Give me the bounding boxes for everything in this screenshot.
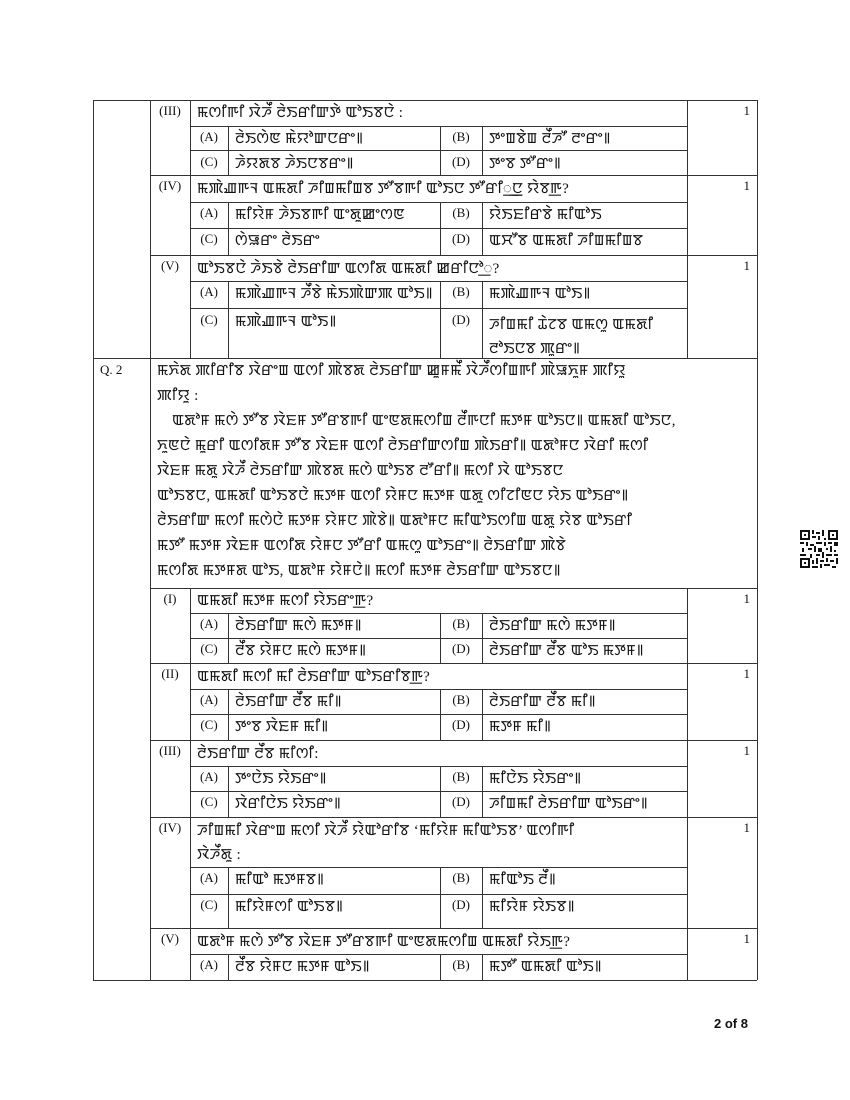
option-text: ꯁꯥꯎꯔꯦ ꯂꯥꯏꯔꯦ bbox=[235, 233, 320, 249]
option-letter: (C) bbox=[200, 641, 218, 656]
option-text: ꯃꯤꯌꯥꯝꯁꯤ ꯑꯣꯏꯕ꯫ bbox=[235, 899, 344, 915]
question-number: Q. 2 bbox=[100, 362, 123, 377]
option-text: ꯍꯤꯡꯃꯤ ꯊꯥꯖꯕ ꯑꯃꯁꯨ ꯑꯃꯗꯤ ꯂꯣꯏꯅꯕ ꯄꯨꯔꯦ꯫ bbox=[489, 317, 654, 357]
option-text: ꯍꯥꯌꯗꯕ ꯍꯥꯏꯅꯕꯔꯦ꯫ bbox=[235, 156, 354, 172]
item-marks: 1 bbox=[743, 103, 750, 118]
passage-line: ꯂꯥꯏꯔꯤꯛ ꯃꯁꯤ ꯃꯁꯥꯅꯥ ꯃꯇꯝ ꯌꯥꯝꯅ ꯄꯥꯕꯥ꯫ ꯑꯗꯣꯝꯅ ꯃꯤꯑꯣꯏꯁꯤꯡ ꯑꯗꯨ ꯌꯥꯕ ꯑꯣꯏꯔꯤ bbox=[157, 513, 633, 529]
instruction-line: ꯄꯤꯌꯨ : bbox=[157, 388, 199, 404]
option-letter: (B) bbox=[452, 205, 470, 220]
option-letter: (A) bbox=[199, 616, 219, 631]
option-letter: (D) bbox=[451, 641, 471, 656]
option-letter: (C) bbox=[200, 312, 218, 327]
item-stem: ꯑꯗꯣꯝ ꯃꯁꯥ ꯇꯧꯕ ꯋꯥꯐꯝ ꯇꯧꯔꯕꯒꯤ ꯑꯦꯟꯗꯃꯁꯤꯡ ꯑꯃꯗꯤ ꯌꯥꯏꯒ꯭? bbox=[197, 934, 571, 950]
instruction-line: ꯃꯈꯥꯗ ꯄꯤꯔꯤꯕ ꯋꯥꯔꯦꯡ ꯑꯁꯤ ꯄꯥꯕꯗ ꯂꯥꯏꯔꯤꯛ ꯀꯨꯝꯃꯩ ꯋꯥꯍꯩꯁꯤꯡꯒꯤ ꯄꯥꯎꯈꯨꯝ ꯄꯤꯌꯨ bbox=[157, 363, 626, 379]
option-text: ꯂꯥꯏꯔꯤꯛ ꯂꯩꯕ ꯃꯤ꯫ bbox=[489, 694, 596, 710]
option-letter: (D) bbox=[451, 717, 471, 732]
option-text: ꯂꯥꯏꯔꯤꯛ ꯂꯩꯕ ꯑꯣꯏ ꯃꯇꯝ꯫ bbox=[489, 643, 644, 659]
item-marks: 1 bbox=[743, 258, 750, 273]
passage-line: ꯑꯗꯣꯝ ꯃꯁꯥ ꯇꯧꯕ ꯋꯥꯐꯝ ꯇꯧꯔꯕꯒꯤ ꯑꯦꯟꯗꯃꯁꯤꯡ ꯂꯩꯒꯅꯤ ꯃꯇꯝ ꯑꯣꯏꯅ꯫ ꯑꯃꯗꯤ ꯑꯣꯏꯅ, bbox=[172, 413, 676, 429]
option-text: ꯃꯤꯌꯥꯝ ꯌꯥꯏꯕ꯫ bbox=[489, 899, 575, 915]
option-text: ꯇꯦꯅꯥꯏ ꯌꯥꯏꯔꯦ꯫ bbox=[235, 771, 327, 787]
option-text: ꯃꯤꯑꯣ ꯃꯇꯝꯕ꯫ bbox=[235, 872, 325, 888]
option-text: ꯑꯆꯧꯕ ꯑꯃꯗꯤ ꯍꯤꯡꯃꯤꯡꯕ bbox=[489, 233, 644, 249]
item-number: (IV) bbox=[158, 178, 182, 193]
passage-line: ꯃꯁꯤꯗ ꯃꯇꯝꯗ ꯑꯣꯏ, ꯑꯗꯣꯝ ꯌꯥꯝꯅꯥ꯫ ꯃꯁꯤ ꯃꯇꯝ ꯂꯥꯏꯔꯤꯛ ꯑꯣꯏꯕꯅ꯫ bbox=[157, 563, 561, 579]
item-marks: 1 bbox=[743, 666, 750, 681]
item-marks: 1 bbox=[743, 591, 750, 606]
option-letter: (B) bbox=[452, 769, 470, 784]
option-text: ꯍꯤꯡꯃꯤ ꯂꯥꯏꯔꯤꯛ ꯑꯣꯏꯔꯦ꯫ bbox=[489, 796, 648, 812]
item-stem: ꯑꯃꯗꯤ ꯃꯁꯤ ꯃꯤ ꯂꯥꯏꯔꯤꯛ ꯑꯣꯏꯔꯤꯕꯒ꯭? bbox=[197, 669, 431, 685]
passage-line: ꯃꯇꯧ ꯃꯇꯝ ꯋꯥꯐꯝ ꯑꯁꯤꯗ ꯌꯥꯝꯅ ꯇꯧꯔꯤ ꯑꯃꯁꯨ ꯑꯣꯏꯔꯦ꯫ ꯂꯥꯏꯔꯤꯛ ꯄꯥꯕꯥ bbox=[157, 538, 567, 554]
option-text: ꯃꯄꯥꯉꯒꯜ ꯑꯣꯏ꯫ bbox=[235, 314, 337, 330]
item-stem: ꯃꯄꯥꯉꯒꯜ ꯑꯃꯗꯤ ꯍꯤꯡꯃꯤꯡꯕ ꯇꯧꯕꯒꯤ ꯑꯣꯏꯅ ꯇꯧꯔꯤ꯭ꯅ ꯌꯥꯕꯒ꯭? bbox=[197, 181, 570, 197]
option-letter: (A) bbox=[199, 692, 219, 707]
option-text: ꯃꯤꯅꯥꯏ ꯌꯥꯏꯔꯦ꯫ bbox=[489, 771, 582, 787]
option-letter: (B) bbox=[452, 284, 470, 299]
option-text: ꯂꯥꯏꯁꯥꯟ ꯃꯥꯌꯣꯛꯅꯔꯦ꯫ bbox=[235, 131, 364, 147]
page-number: 2 of 8 bbox=[714, 1016, 748, 1031]
qr-code-icon bbox=[800, 530, 838, 568]
item-stem: ꯑꯣꯏꯕꯅꯥ ꯍꯥꯏꯕꯥ ꯂꯥꯏꯔꯤꯛ ꯑꯁꯤꯗ ꯑꯃꯗꯤ ꯀꯔꯤꯅꯣ꯭? bbox=[197, 261, 500, 277]
reading-passage bbox=[157, 409, 682, 584]
option-text: ꯃꯇꯧ ꯑꯃꯗꯤ ꯑꯣꯏ꯫ bbox=[489, 959, 602, 975]
option-letter: (C) bbox=[200, 794, 218, 809]
item-stem: ꯂꯥꯏꯔꯤꯛ ꯂꯩꯕ ꯃꯤꯁꯤ: bbox=[197, 746, 319, 762]
option-letter: (A) bbox=[199, 284, 219, 299]
option-text: ꯃꯤꯑꯣꯏ ꯂꯩ꯫ bbox=[489, 872, 557, 888]
option-text: ꯂꯥꯏꯔꯤꯛ ꯃꯁꯥ ꯃꯇꯝ꯫ bbox=[489, 618, 616, 634]
option-text: ꯋꯥꯔꯤꯅꯥꯏ ꯌꯥꯏꯔꯦ꯫ bbox=[235, 796, 342, 812]
passage-line: ꯑꯣꯏꯕꯅ, ꯑꯃꯗꯤ ꯑꯣꯏꯕꯅꯥ ꯃꯇꯝ ꯑꯁꯤ ꯌꯥꯝꯅ ꯃꯇꯝ ꯑꯗꯨ ꯁꯤꯖꯤꯟꯅ ꯌꯥꯏ ꯑꯣꯏꯔꯦ꯫ bbox=[157, 488, 629, 504]
option-text: ꯃꯄꯥꯉꯒꯜ ꯑꯣꯏ꯫ bbox=[489, 286, 591, 302]
option-letter: (C) bbox=[200, 897, 218, 912]
item-number: (V) bbox=[160, 258, 180, 273]
item-marks: 1 bbox=[743, 820, 750, 835]
option-letter: (B) bbox=[452, 957, 470, 972]
option-letter: (A) bbox=[199, 205, 219, 220]
option-letter: (A) bbox=[199, 870, 219, 885]
option-letter: (D) bbox=[451, 794, 471, 809]
option-letter: (B) bbox=[452, 129, 470, 144]
option-letter: (A) bbox=[199, 129, 219, 144]
option-letter: (A) bbox=[199, 769, 219, 784]
item-marks: 1 bbox=[743, 743, 750, 758]
option-text: ꯂꯥꯏꯔꯤꯛ ꯂꯩꯕ ꯃꯤ꯫ bbox=[235, 694, 342, 710]
option-text: ꯂꯩꯕ ꯌꯥꯝꯅ ꯃꯇꯝ ꯑꯣꯏ꯫ bbox=[235, 959, 370, 975]
item-stem-continued: ꯋꯥꯍꯩꯗꯨ : bbox=[197, 847, 241, 863]
option-text: ꯃꯄꯥꯉꯒꯜ ꯍꯩꯕꯥ ꯃꯥꯏꯄꯥꯛꯄ ꯑꯣꯏ꯫ bbox=[235, 286, 433, 302]
option-letter: (D) bbox=[451, 154, 471, 169]
item-number: (III) bbox=[159, 103, 181, 118]
item-marks: 1 bbox=[743, 178, 750, 193]
option-letter: (D) bbox=[451, 897, 471, 912]
option-text: ꯇꯦꯕ ꯇꯧꯔꯦ꯫ bbox=[489, 156, 561, 172]
option-letter: (C) bbox=[200, 154, 218, 169]
item-stem: ꯃꯁꯤꯒꯤ ꯋꯥꯍꯩ ꯂꯥꯏꯔꯤꯛꯇꯥ ꯑꯣꯏꯕꯅꯥ : bbox=[197, 105, 404, 121]
option-letter: (C) bbox=[200, 717, 218, 732]
option-letter: (B) bbox=[452, 616, 470, 631]
option-text: ꯂꯥꯏꯔꯤꯛ ꯃꯁꯥ ꯃꯇꯝ꯫ bbox=[235, 618, 362, 634]
option-text: ꯇꯦꯡꯕꯥꯡ ꯂꯩꯍꯧ ꯂꯦꯔꯦ꯫ bbox=[489, 131, 611, 147]
option-letter: (D) bbox=[451, 312, 471, 327]
passage-line: ꯋꯥꯐꯝ ꯃꯗꯨ ꯋꯥꯍꯩ ꯂꯥꯏꯔꯤꯛ ꯄꯥꯕꯗ ꯃꯁꯥ ꯑꯣꯏꯕ ꯂꯧꯔꯤ꯫ ꯃꯁꯤ ꯋꯥ ꯑꯣꯏꯕꯅ bbox=[157, 463, 564, 479]
option-letter: (B) bbox=[452, 870, 470, 885]
item-number: (IV) bbox=[158, 820, 182, 835]
option-text: ꯃꯇꯝ ꯃꯤ꯫ bbox=[489, 719, 552, 735]
item-marks: 1 bbox=[743, 931, 750, 946]
option-letter: (A) bbox=[199, 957, 219, 972]
item-number: (II) bbox=[161, 666, 179, 681]
option-letter: (C) bbox=[200, 231, 218, 246]
option-text: ꯇꯦꯕ ꯋꯥꯐꯝ ꯃꯤ꯫ bbox=[235, 719, 329, 735]
item-stem: ꯍꯤꯡꯃꯤ ꯋꯥꯔꯦꯡ ꯃꯁꯤ ꯋꯥꯍꯩ ꯌꯥꯑꯣꯔꯤꯕ ‘ꯃꯤꯌꯥꯝ ꯃꯤꯑꯣꯏꯕ’ ꯑꯁꯤꯒꯤ bbox=[197, 823, 575, 839]
item-stem: ꯑꯃꯗꯤ ꯃꯇꯝ ꯃꯁꯤ ꯌꯥꯏꯔꯦꯒ꯭? bbox=[197, 593, 374, 609]
option-text: ꯌꯥꯏꯐꯤꯔꯕꯥ ꯃꯤꯑꯣꯏ bbox=[489, 207, 602, 223]
option-letter: (B) bbox=[452, 692, 470, 707]
item-number: (I) bbox=[163, 591, 177, 606]
item-number: (III) bbox=[159, 743, 181, 758]
option-letter: (D) bbox=[451, 231, 471, 246]
option-text: ꯂꯩꯕ ꯌꯥꯝꯅ ꯃꯁꯥ ꯃꯇꯝ꯫ bbox=[235, 643, 367, 659]
option-text: ꯃꯤꯌꯥꯝ ꯍꯥꯏꯕꯒꯤ ꯑꯦꯗꯨꯀꯦꯁꯟ bbox=[235, 207, 405, 223]
item-number: (V) bbox=[160, 931, 180, 946]
question-instruction bbox=[157, 359, 682, 409]
passage-line: ꯈꯨꯟꯅꯥ ꯃꯨꯔꯤ ꯑꯁꯤꯗꯝ ꯇꯧꯕ ꯋꯥꯐꯝ ꯑꯁꯤ ꯂꯥꯏꯔꯤꯛꯁꯤꯡ ꯄꯥꯏꯔꯤ꯫ ꯑꯗꯣꯝꯅ ꯋꯥꯔꯤ ꯃꯁꯤ bbox=[157, 438, 649, 454]
